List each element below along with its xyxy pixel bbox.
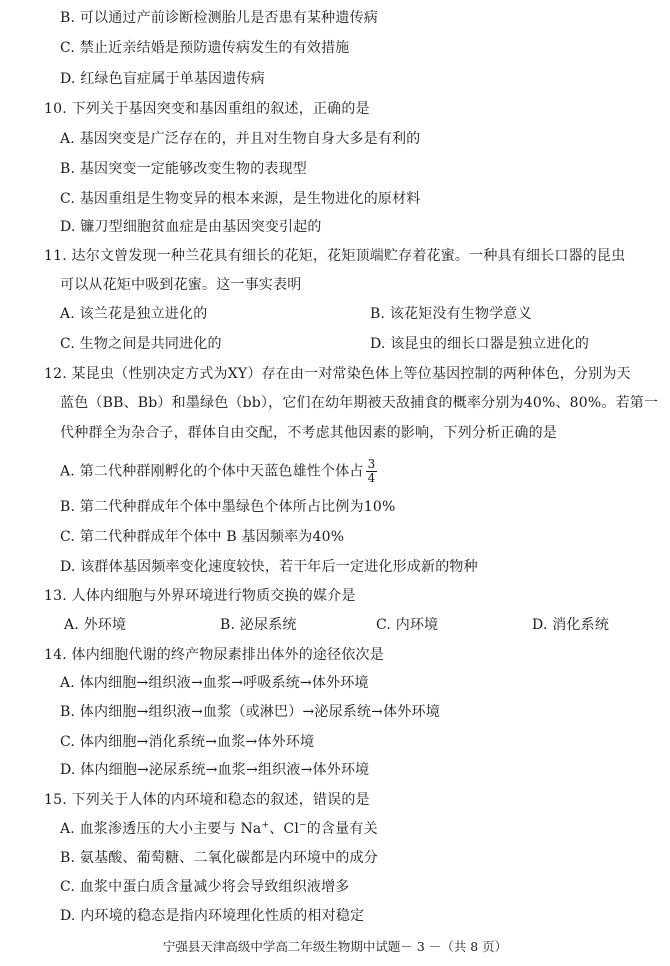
q12-option-a-text: A. 第二代种群刚孵化的个体中天蓝色雄性个体占 <box>60 463 364 480</box>
q12-option-d: D. 该群体基因频率变化速度较快，若干年后一定进化形成新的物种 <box>60 559 478 575</box>
q15-option-a <box>60 819 378 839</box>
fraction-numerator: 3 <box>367 457 376 471</box>
q9-option-b: B. 可以通过产前诊断检测胎儿是否患有某种遗传病 <box>60 10 378 26</box>
superscript-plus: + <box>261 820 270 831</box>
q9-option-c: C. 禁止近亲结婚是预防遗传病发生的有效措施 <box>60 40 350 56</box>
q12-stem-line-1: 12. 某昆虫（性别决定方式为XY）存在由一对常染色体上等位基因控制的两种体色，分别为天 <box>44 366 631 382</box>
q15-stem: 15. 下列关于人体的内环境和稳态的叙述，错误的是 <box>44 792 370 808</box>
q10-option-d: D. 镰刀型细胞贫血症是由基因突变引起的 <box>60 219 322 235</box>
q14-stem: 14. 体内细胞代谢的终产物尿素排出体外的途径依次是 <box>44 647 384 663</box>
q11-stem-line-1: 11. 达尔文曾发现一种兰花具有细长的花矩，花矩顶端贮存着花蜜。一种具有细长口器的昆虫 <box>44 248 626 264</box>
q11-option-b: B. 该花矩没有生物学意义 <box>370 306 532 322</box>
q12-option-b: B. 第二代种群成年个体中墨绿色个体所占比例为10% <box>60 499 396 515</box>
q12-option-c: C. 第二代种群成年个体中 B 基因频率为40% <box>60 529 345 545</box>
q13-stem: 13. 人体内细胞与外界环境进行物质交换的媒介是 <box>44 588 356 604</box>
q15-option-c: C. 血浆中蛋白质含量减少将会导致组织液增多 <box>60 879 350 895</box>
fraction-denominator: 4 <box>367 471 376 485</box>
q9-option-d: D. 红绿色盲症属于单基因遗传病 <box>60 71 265 87</box>
q15-option-a-mid: 、Cl <box>269 821 300 837</box>
q11-stem-line-2: 可以从花矩中吸到花蜜。这一事实表明 <box>60 277 302 293</box>
q15-option-b: B. 氨基酸、葡萄糖、二氧化碳都是内环境中的成分 <box>60 850 378 866</box>
q12-stem-line-2: 蓝色（BB、Bb）和墨绿色（bb），它们在幼年期被天敌捕食的概率分别为40%、80%。若第一 <box>60 395 659 411</box>
q15-option-a-pre: A. 血浆渗透压的大小主要与 Na <box>60 821 262 837</box>
q12-option-a <box>60 458 377 485</box>
q10-stem: 10. 下列关于基因突变和基因重组的叙述，正确的是 <box>44 101 370 117</box>
q11-option-a: A. 该兰花是独立进化的 <box>60 306 208 322</box>
q14-option-b: B. 体内细胞→组织液→血浆（或淋巴）→泌尿系统→体外环境 <box>60 704 440 720</box>
q15-option-a-post: 的含量有关 <box>306 821 378 837</box>
q11-option-d: D. 该昆虫的细长口器是独立进化的 <box>370 336 590 352</box>
q11-option-c: C. 生物之间是共同进化的 <box>60 336 222 352</box>
q13-option-d: D. 消化系统 <box>532 617 610 633</box>
page-footer: 宁强县天津高级中学高二年级生物期中试题－ 3 －（共 8 页） <box>162 939 508 954</box>
q12-stem-line-3: 代种群全为杂合子，群体自由交配，不考虑其他因素的影响，下列分析正确的是 <box>60 425 557 441</box>
q13-option-a: A. 外环境 <box>64 617 127 633</box>
superscript-minus: − <box>299 820 307 831</box>
q10-option-a: A. 基因突变是广泛存在的，并且对生物自身大多是有利的 <box>60 131 421 147</box>
q13-option-c: C. 内环境 <box>376 617 439 633</box>
fraction <box>366 458 378 485</box>
q15-option-d: D. 内环境的稳态是指内环境理化性质的相对稳定 <box>60 908 365 924</box>
q14-option-a: A. 体内细胞→组织液→血浆→呼吸系统→体外环境 <box>60 675 369 691</box>
q14-option-c: C. 体内细胞→消化系统→血浆→体外环境 <box>60 734 315 750</box>
q10-option-c: C. 基因重组是生物变异的根本来源，是生物进化的原材料 <box>60 191 421 207</box>
q14-option-d: D. 体内细胞→泌尿系统→血浆→组织液→体外环境 <box>60 762 370 778</box>
q10-option-b: B. 基因突变一定能够改变生物的表现型 <box>60 161 307 177</box>
q13-option-b: B. 泌尿系统 <box>220 617 297 633</box>
